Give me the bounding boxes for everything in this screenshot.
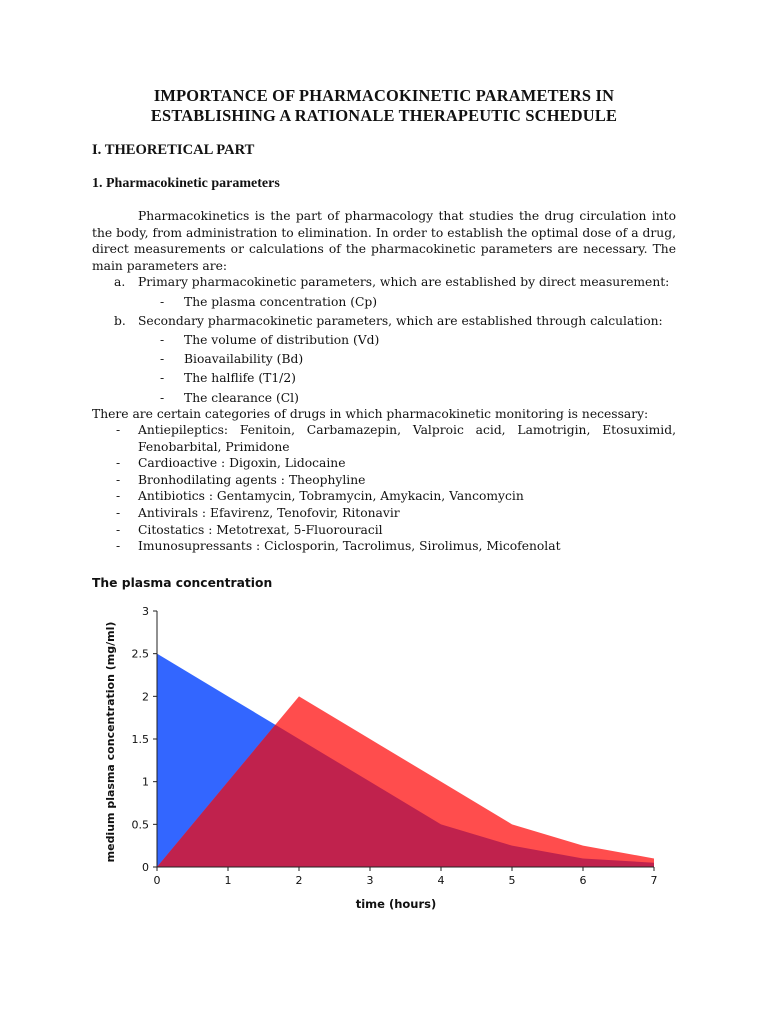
drug-category-text: Antibiotics : Gentamycin, Tobramycin, Amykacin, Vancomycin [138,489,524,504]
dash-marker: - [160,294,165,309]
list-item-text: Primary pharmacokinetic parameters, which are established by direct measurement: [138,275,670,290]
dash-marker: - [116,423,121,438]
drug-category-text: Antivirals : Efavirenz, Tenofovir, Ritonavir [138,506,400,521]
drug-category-text: Citostatics : Metotrexat, 5-Fluorouracil [138,522,383,537]
x-tick-label: 2 [295,874,303,887]
drug-category-item [92,505,676,522]
x-tick-label: 4 [437,874,445,887]
drug-category-text: Cardioactive : Digoxin, Lidocaine [138,456,346,471]
chart-heading: The plasma concentration [92,576,273,590]
drug-categories-list [92,422,676,555]
sub-list-item-text: The clearance (Cl) [184,390,299,405]
x-tick-label: 3 [366,874,374,887]
sub-list-item-text: Bioavailability (Bd) [184,352,304,367]
subsection-heading: 1. Pharmacokinetic parameters [92,176,280,191]
title-line-2: ESTABLISHING A RATIONALE THERAPEUTIC SCHEDULE [150,106,618,125]
sub-list-item-text: The volume of distribution (Vd) [184,332,380,347]
y-tick-label: 2.5 [131,647,149,661]
plasma-concentration-chart [92,596,676,926]
dash-marker: - [160,332,165,347]
list-marker: b. [114,313,126,328]
body-text [92,208,676,555]
title-line-1: IMPORTANCE OF PHARMACOKINETIC PARAMETERS IN [153,86,615,105]
y-axis-label: medium plasma concentration (mg/ml) [104,621,117,863]
y-tick-label: 0 [142,861,149,874]
drug-category-text: Antiepileptics: Fenitoin, Carbamazepin, Valproic acid, Lamotrigin, Etosuximid, Fenobarbital, Primidone [138,423,676,454]
x-tick-label: 5 [508,874,516,887]
sub-list-item-text: The halflife (T1/2) [184,371,296,386]
x-tick-label: 7 [650,874,658,887]
drug-category-item [92,472,676,489]
x-tick-label: 0 [153,874,161,887]
dash-marker: - [160,390,165,405]
drug-category-text: Bronhodilating agents : Theophyline [138,472,366,487]
y-tick-label: 0.5 [131,818,149,832]
intro-paragraph: Pharmacokinetics is the part of pharmacology that studies the drug circulation into the body, from administration to elimination. In order to establish the optimal dose of a drug, direct measurements or calculations of the pharmacokinetic parameters are necessary. The main parameters are: [92,209,676,273]
sub-list-item [92,390,676,406]
drug-category-item [92,455,676,472]
sub-list-item [92,370,676,389]
dash-marker: - [160,371,165,386]
list-item-text: Secondary pharmacokinetic parameters, which are established through calculation: [138,313,663,328]
dash-marker: - [160,352,165,367]
y-tick-label: 2 [142,690,149,704]
drug-category-item [92,488,676,505]
y-tick-label: 1.5 [131,733,149,746]
dash-marker: - [116,506,121,521]
x-tick-label: 6 [579,874,587,887]
sub-list-item [92,294,676,313]
chart-areas [157,654,654,867]
categories-intro: There are certain categories of drugs in which pharmacokinetic monitoring is necessary: [92,406,649,421]
sub-list-item [92,332,676,351]
drug-category-text: Imunosupressants : Ciclosporin, Tacrolimus, Sirolimus, Micofenolat [138,539,561,554]
drug-category-item [92,522,676,539]
section-heading: I. THEORETICAL PART [92,142,255,158]
list-marker: a. [114,275,126,290]
dash-marker: - [116,522,121,537]
drug-category-item [92,538,676,555]
x-axis-label: time (hours) [355,897,437,911]
sub-list-item-text: The plasma concentration (Cp) [184,294,378,309]
list-item-a [92,274,676,293]
dash-marker: - [116,489,121,504]
document-title [92,86,676,126]
dash-marker: - [116,472,121,487]
x-tick-label: 1 [224,874,232,887]
drug-category-item [92,422,676,455]
y-tick-label: 1 [142,775,149,789]
dash-marker: - [116,539,121,554]
dash-marker: - [116,456,121,471]
sub-list-item [92,351,676,370]
y-tick-label: 3 [142,605,149,618]
list-item-b [92,313,676,332]
